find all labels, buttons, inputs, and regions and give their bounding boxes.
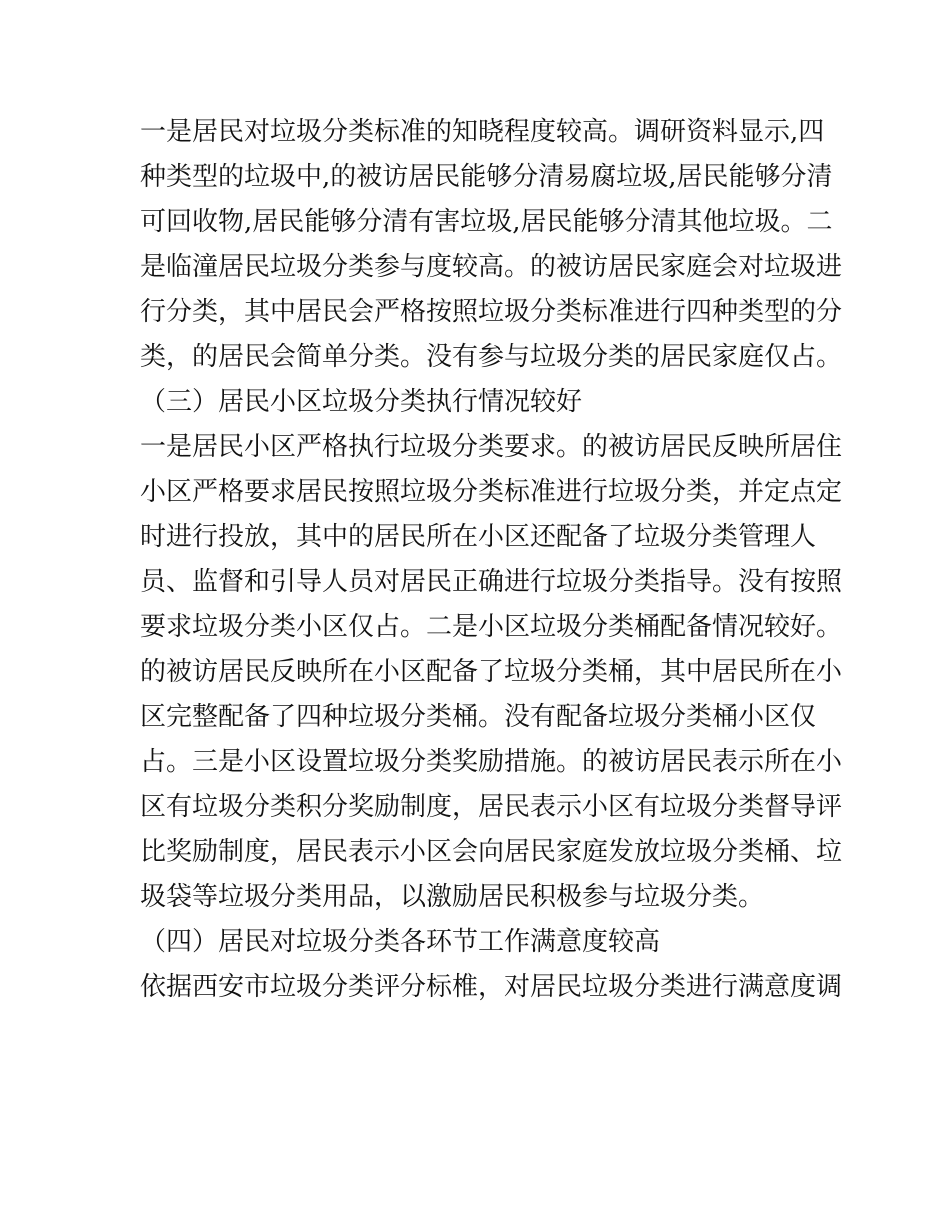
text-line: 的被访居民反映所在小区配备了垃圾分类桶，其中居民所在小 <box>140 657 843 687</box>
text-line: 圾袋等垃圾分类用品，以激励居民积极参与垃圾分类。 <box>140 882 765 912</box>
text-line: 一是居民小区严格执行垃圾分类要求。的被访居民反映所居住 <box>140 432 843 462</box>
text-line: 小区严格要求居民按照垃圾分类标准进行垃圾分类，并定点定 <box>140 477 843 507</box>
text-line: 类，的居民会简单分类。没有参与垃圾分类的居民家庭仅占。 <box>140 342 843 372</box>
text-line: 比奖励制度，居民表示小区会向居民家庭发放垃圾分类桶、垃 <box>140 837 843 867</box>
text-line: 要求垃圾分类小区仅占。二是小区垃圾分类桶配备情况较好。 <box>140 612 843 642</box>
section-heading-4: （四）居民对垃圾分类各环节工作满意度较高 <box>140 927 661 957</box>
text-line: 一是居民对垃圾分类标准的知晓程度较高。调研资料显示,四 <box>140 117 825 147</box>
text-line: 种类型的垃圾中,的被访居民能够分清易腐垃圾,居民能够分清 <box>140 162 833 192</box>
text-line: 是临潼居民垃圾分类参与度较高。的被访居民家庭会对垃圾进 <box>140 252 843 282</box>
text-line: 依据西安市垃圾分类评分标椎，对居民垃圾分类进行满意度调 <box>140 972 843 1002</box>
text-line: 行分类，其中居民会严格按照垃圾分类标准进行四种类型的分 <box>140 297 843 327</box>
text-line: 区完整配备了四种垃圾分类桶。没有配备垃圾分类桶小区仅 <box>140 702 817 732</box>
section-heading-3: （三）居民小区垃圾分类执行情况较好 <box>140 387 583 417</box>
text-line: 区有垃圾分类积分奖励制度，居民表示小区有垃圾分类督导评 <box>140 792 843 822</box>
text-line: 占。三是小区设置垃圾分类奖励措施。的被访居民表示所在小 <box>140 747 843 777</box>
text-line: 员、监督和引导人员对居民正确进行垃圾分类指导。没有按照 <box>140 567 843 597</box>
text-line: 时进行投放，其中的居民所在小区还配备了垃圾分类管理人 <box>140 522 817 552</box>
body-text <box>140 110 843 1010</box>
text-line: 可回收物,居民能够分清有害垃圾,居民能够分清其他垃圾。二 <box>140 207 833 237</box>
